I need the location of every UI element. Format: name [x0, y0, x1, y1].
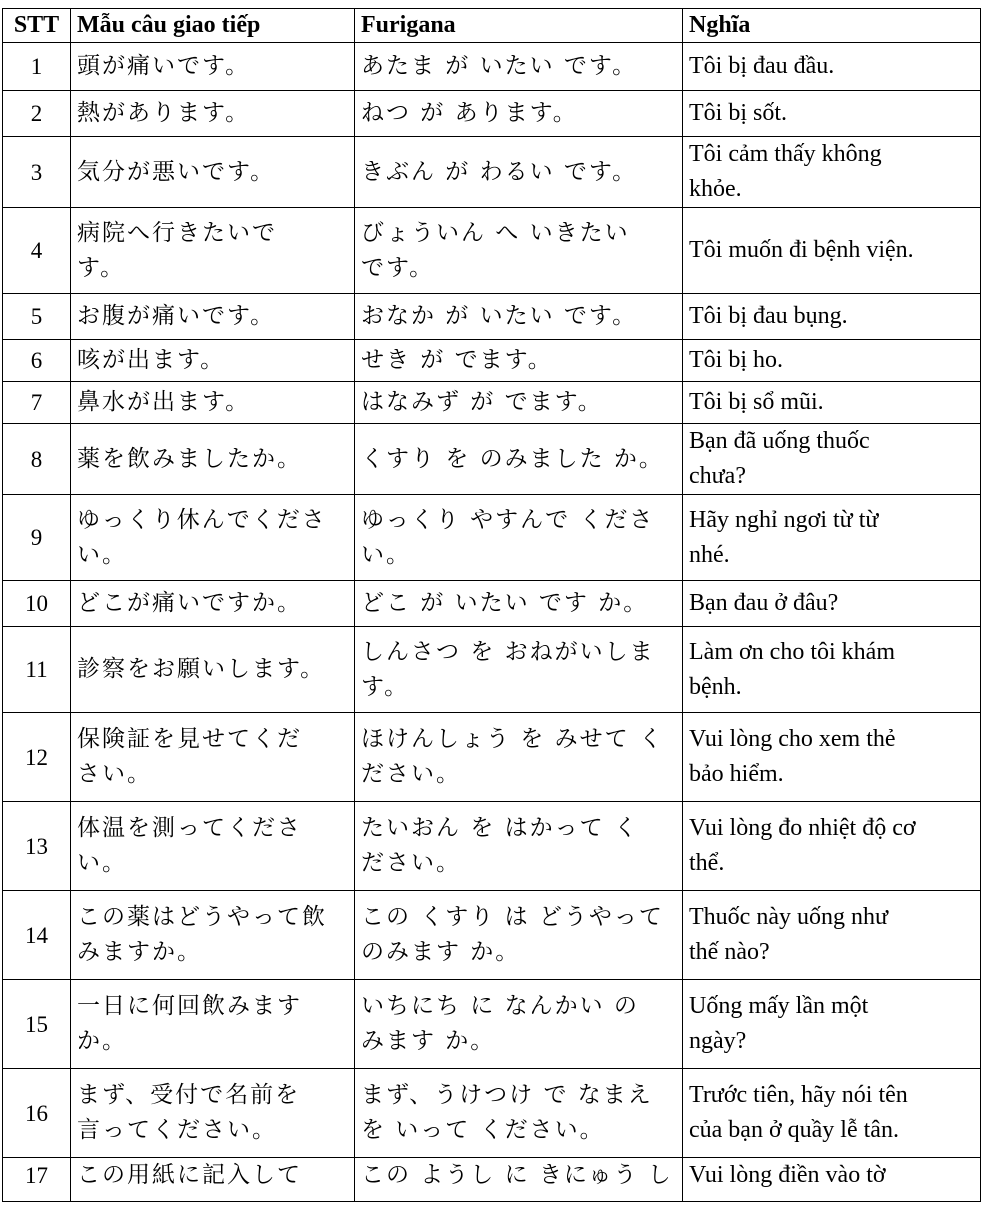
furigana-cell-line: ほけんしょう を みせて く — [361, 726, 664, 752]
meaning-cell-line: Bạn đau ở đâu? — [689, 590, 839, 616]
furigana-cell — [355, 713, 683, 802]
header-stt: STT — [3, 9, 71, 43]
meaning-cell-line: Tôi bị sổ mũi. — [689, 389, 824, 415]
meaning-cell — [683, 581, 981, 627]
meaning-cell-line: chưa? — [689, 463, 746, 489]
furigana-cell-line: きぶん が わるい です。 — [361, 158, 638, 185]
phrase-cell-line: 一日に何回飲みます — [77, 993, 302, 1019]
meaning-cell-line: Uống mấy lần một — [689, 993, 869, 1019]
meaning-cell-line: nhé. — [689, 541, 730, 568]
phrase-cell-line: 体温を測ってくださ — [77, 815, 302, 841]
phrase-cell — [71, 1158, 355, 1202]
meaning-cell-line: Hãy nghỉ ngơi từ từ — [689, 506, 879, 533]
meaning-cell — [683, 208, 981, 294]
phrase-cell-line: 診察をお願いします。 — [77, 656, 326, 682]
furigana-cell-line: せき が でます。 — [361, 347, 553, 373]
meaning-cell-line: Làm ơn cho tôi khám — [689, 638, 895, 665]
row-number: 14 — [3, 891, 71, 980]
meaning-cell — [683, 340, 981, 382]
meaning-cell — [683, 802, 981, 891]
phrase-cell-line: この薬はどうやって飲 — [77, 904, 327, 930]
row-number: 10 — [3, 581, 71, 627]
furigana-cell-line: くすり を のみました か。 — [361, 445, 664, 472]
furigana-cell-line: ださい。 — [361, 761, 461, 787]
phrase-cell — [71, 340, 355, 382]
meaning-cell — [683, 495, 981, 581]
furigana-cell — [355, 208, 683, 294]
phrase-cell — [71, 1069, 355, 1158]
row-number: 17 — [3, 1158, 71, 1202]
furigana-cell — [355, 91, 683, 137]
phrase-cell-line: か。 — [77, 1028, 127, 1054]
table-row — [3, 627, 981, 713]
meaning-cell-line: Tôi bị đau bụng. — [689, 303, 848, 329]
phrase-cell — [71, 891, 355, 980]
phrase-cell — [71, 495, 355, 581]
row-number: 6 — [3, 340, 71, 382]
meaning-cell-line: Vui lòng điền vào tờ — [689, 1162, 886, 1188]
furigana-cell-line: まず、うけつけ で なまえ — [361, 1082, 653, 1108]
phrase-cell-line: 鼻水が出ます。 — [77, 389, 251, 415]
row-number: 5 — [3, 294, 71, 340]
meaning-cell-line: bảo hiểm. — [689, 761, 784, 787]
furigana-cell — [355, 980, 683, 1069]
meaning-cell-line: Tôi bị sốt. — [689, 100, 788, 126]
meaning-cell — [683, 91, 981, 137]
furigana-cell — [355, 495, 683, 581]
row-number: 7 — [3, 382, 71, 424]
meaning-cell — [683, 627, 981, 713]
furigana-cell — [355, 1069, 683, 1158]
table-row — [3, 1158, 981, 1202]
table-row — [3, 713, 981, 802]
phrase-cell — [71, 294, 355, 340]
phrase-cell — [71, 424, 355, 495]
furigana-cell — [355, 802, 683, 891]
phrase-cell-line: さい。 — [77, 761, 152, 787]
table-row — [3, 43, 981, 91]
meaning-cell — [683, 137, 981, 208]
furigana-cell-line: あたま が いたい です。 — [361, 53, 638, 79]
furigana-cell-line: です。 — [361, 254, 435, 281]
meaning-cell-line: ngày? — [689, 1028, 747, 1054]
table-body — [3, 43, 981, 1202]
table-row — [3, 91, 981, 137]
furigana-cell-line: びょういん へ いきたい — [361, 219, 630, 246]
meaning-cell-line: thế nào? — [689, 939, 770, 965]
furigana-cell-line: す。 — [361, 673, 410, 700]
phrase-cell-line: 頭が痛いです。 — [77, 53, 251, 79]
phrase-cell-line: 咳が出ます。 — [77, 347, 226, 373]
furigana-cell — [355, 382, 683, 424]
furigana-cell-line: い。 — [361, 541, 411, 568]
phrase-table — [2, 8, 981, 1202]
row-number: 8 — [3, 424, 71, 495]
table-row — [3, 382, 981, 424]
furigana-cell-line: この くすり は どうやって — [361, 904, 664, 930]
table-row — [3, 802, 981, 891]
furigana-cell — [355, 43, 683, 91]
phrase-cell-line: どこが痛いですか。 — [77, 590, 302, 616]
header-row — [3, 9, 981, 43]
phrase-cell — [71, 581, 355, 627]
furigana-cell — [355, 627, 683, 713]
row-number: 13 — [3, 802, 71, 891]
table-row — [3, 891, 981, 980]
table-row — [3, 208, 981, 294]
header-furigana: Furigana — [355, 9, 683, 43]
row-number: 4 — [3, 208, 71, 294]
meaning-cell-line: thể. — [689, 850, 725, 876]
header-phrase: Mẫu câu giao tiếp — [71, 9, 355, 43]
phrase-cell — [71, 382, 355, 424]
row-number: 3 — [3, 137, 71, 208]
meaning-cell-line: của bạn ở quầy lễ tân. — [689, 1117, 899, 1143]
furigana-cell-line: しんさつ を おねがいしま — [361, 638, 655, 665]
meaning-cell-line: Thuốc này uống như — [689, 904, 888, 930]
meaning-cell-line: Tôi muốn đi bệnh viện. — [689, 237, 914, 263]
phrase-cell-line: みますか。 — [77, 939, 202, 965]
phrase-cell-line: い。 — [77, 850, 127, 876]
furigana-cell — [355, 424, 683, 495]
meaning-cell-line: Vui lòng đo nhiệt độ cơ — [689, 815, 916, 841]
phrase-cell — [71, 627, 355, 713]
meaning-cell-line: Trước tiên, hãy nói tên — [689, 1082, 908, 1108]
phrase-cell — [71, 980, 355, 1069]
phrase-cell — [71, 208, 355, 294]
meaning-cell — [683, 294, 981, 340]
table-row — [3, 340, 981, 382]
phrase-cell — [71, 137, 355, 208]
phrase-cell-line: ゆっくり休んでくださ — [77, 506, 327, 533]
furigana-cell — [355, 294, 683, 340]
phrase-cell-line: い。 — [77, 541, 127, 568]
furigana-cell — [355, 137, 683, 208]
phrase-cell — [71, 713, 355, 802]
row-number: 2 — [3, 91, 71, 137]
furigana-cell-line: ゆっくり やすんで くださ — [361, 506, 655, 533]
table-row — [3, 1069, 981, 1158]
phrase-cell — [71, 802, 355, 891]
meaning-cell-line: Bạn đã uống thuốc — [689, 428, 870, 454]
table-row — [3, 980, 981, 1069]
phrase-cell-line: 熱があります。 — [77, 100, 251, 126]
meaning-cell-line: Tôi cảm thấy không — [689, 141, 882, 167]
phrase-cell — [71, 91, 355, 137]
meaning-cell — [683, 43, 981, 91]
furigana-cell — [355, 891, 683, 980]
table-row — [3, 137, 981, 208]
phrase-cell-line: す。 — [77, 254, 126, 281]
phrase-cell-line: 病院へ行きたいで — [77, 219, 277, 246]
table-row — [3, 495, 981, 581]
phrase-cell-line: 薬を飲みましたか。 — [77, 445, 302, 472]
meaning-cell — [683, 1158, 981, 1202]
furigana-cell — [355, 340, 683, 382]
meaning-cell — [683, 713, 981, 802]
meaning-cell — [683, 382, 981, 424]
phrase-cell-line: まず、受付で名前を — [77, 1082, 301, 1108]
furigana-cell-line: ださい。 — [361, 850, 461, 876]
furigana-cell-line: ねつ が あります。 — [361, 100, 578, 126]
furigana-cell-line: みます か。 — [361, 1028, 496, 1054]
meaning-cell — [683, 891, 981, 980]
meaning-cell-line: Tôi bị đau đầu. — [689, 53, 835, 79]
phrase-cell-line: 気分が悪いです。 — [77, 158, 276, 185]
meaning-cell-line: bệnh. — [689, 673, 742, 700]
phrase-cell-line: 言ってください。 — [77, 1117, 277, 1143]
row-number: 12 — [3, 713, 71, 802]
furigana-cell-line: おなか が いたい です。 — [361, 303, 638, 329]
furigana-cell-line: どこ が いたい です か。 — [361, 590, 649, 616]
meaning-cell-line: Tôi bị ho. — [689, 347, 783, 373]
furigana-cell-line: のみます か。 — [361, 939, 521, 965]
table-row — [3, 581, 981, 627]
furigana-cell — [355, 581, 683, 627]
phrase-cell-line: この用紙に記入して — [77, 1162, 302, 1188]
row-number: 9 — [3, 495, 71, 581]
meaning-cell — [683, 424, 981, 495]
furigana-cell-line: たいおん を はかって く — [361, 815, 639, 841]
meaning-cell-line: khỏe. — [689, 176, 742, 202]
header-meaning: Nghĩa — [683, 9, 981, 43]
furigana-cell-line: いちにち に なんかい の — [361, 993, 639, 1019]
meaning-cell — [683, 980, 981, 1069]
table-row — [3, 424, 981, 495]
furigana-cell — [355, 1158, 683, 1202]
meaning-cell — [683, 1069, 981, 1158]
table-row — [3, 294, 981, 340]
row-number: 1 — [3, 43, 71, 91]
phrase-cell-line: 保険証を見せてくだ — [77, 726, 302, 752]
meaning-cell-line: Vui lòng cho xem thẻ — [689, 726, 896, 752]
row-number: 11 — [3, 627, 71, 713]
row-number: 15 — [3, 980, 71, 1069]
row-number: 16 — [3, 1069, 71, 1158]
phrase-cell-line: お腹が痛いです。 — [77, 303, 276, 329]
phrase-cell — [71, 43, 355, 91]
furigana-cell-line: この ようし に きにゅう し — [361, 1162, 673, 1188]
furigana-cell-line: はなみず が でます。 — [361, 389, 603, 415]
furigana-cell-line: を いって ください。 — [361, 1117, 605, 1143]
